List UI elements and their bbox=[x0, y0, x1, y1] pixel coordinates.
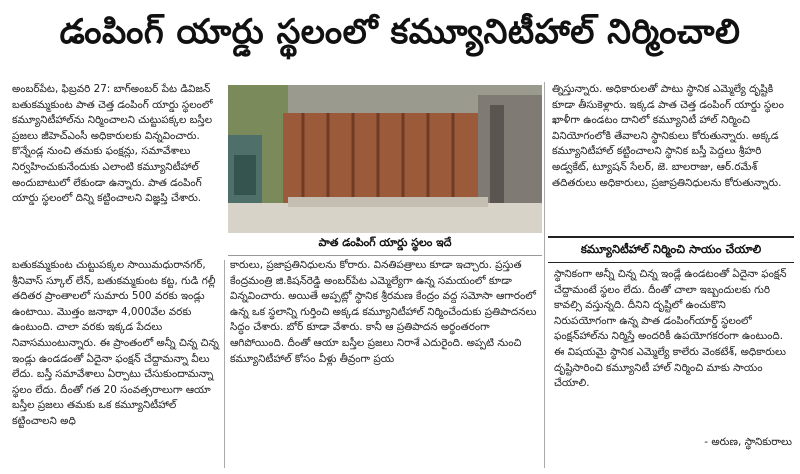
article-column-2 bbox=[230, 258, 540, 470]
quote-sidebar bbox=[548, 236, 794, 468]
article-column-1-top bbox=[12, 82, 220, 254]
sidebar-byline: - అరుణ, స్థానికురాలు bbox=[704, 436, 792, 448]
article-column-1-bottom bbox=[12, 258, 220, 470]
dumping-yard-photo bbox=[228, 85, 542, 233]
column-divider bbox=[544, 82, 545, 468]
article-paragraph: కారులు, ప్రజాప్రతినిధులను కోరారు. వినతిపత్రాలు కూడా ఇచ్చారు. ప్రస్తుత కేంద్రమంత్రి జి.కిషన్‌రెడ్డి అంబర్‌పేట ఎమ్మెల్యేగా ఉన్న సమయంలో కూడా విన్నవించారు. అయితే అప్పట్లో స్థానిక శ్రీరమణ కేంద్రం వద్ద సమోసా ఆగారంలో ఉన్న ఒక స్థలాన్ని గుర్తించి అక్కడ కమ్యూనిటీహాల్ నిర్మించేందుకు ప్రతిపాదనలు సిద్ధం చేశారు. బోర్ కూడా వేశారు. కానీ ఆ ప్రతిపాదన అర్థంతరంగా ఆగిపోయింది. దీంతో ఆయా బస్తీల ప్రజలు నిరాశే ఎదురైంది. అప్పటి నుంచి కమ్యూనిటీహాల్ కోసం వీళ్లు తీవ్రంగా ప్రయ bbox=[230, 259, 537, 365]
article-paragraph: త్నిస్తున్నారు. అధికారులతో పాటు స్థానిక ఎమ్మెల్యే దృష్టికి కూడా తీసుకెళ్లారు. ఇక్కడ పాత చెత్త డంపింగ్ యార్డు స్థలం ఖాళీగా ఉండటం దానిలో కమ్యూనిటీ హాల్ నిర్మించి వినియోగంలోకి తేవాలని స్థానికులు కోరుతున్నారు. అక్కడ కమ్యూనిటీహాల్ కట్టించాలని స్థానిక బస్తీ పెద్దలు శ్రీహరి అడ్వకేట్, ట్యూషన్ సేలర్, జె. బాలరాజు, ఆర్.రమేశ్ తదితరులు అధికారులు, ప్రజాప్రతినిధులను కోరుతున్నారు. bbox=[552, 83, 784, 189]
column-divider bbox=[224, 260, 225, 468]
photo-caption: పాత డంపింగ్ యార్డు స్థలం ఇదే bbox=[228, 233, 542, 256]
sidebar-body: స్థానికంగా అన్నీ చిన్న చిన్న ఇండ్లే ఉండటంతో ఏదైనా ఫంక్షన్ చేద్దామంటే స్థలం లేదు. దీంతో చాలా ఇబ్బందులకు గురి కావల్సి వస్తున్నది. దీనిని దృష్టిలో ఉంచుకొని నిరుపయోగంగా ఉన్న పాత డంపింగ్‌యార్డ్ స్థలంలో ఫంక్షన్‌హాల్‌ను నిర్మిస్తే అందరికీ ఉపయోగకరంగా ఉంటుంది. ఈ విషయమై స్థానిక ఎమ్మెల్యే కాలేరు వెంకటేశ్, అధికారులు దృష్టిసారించి కమ్యూనిటీ హాల్ నిర్మించి మాకు సాయం చేయాలి. bbox=[554, 268, 787, 390]
headline: డంపింగ్ యార్డు స్థలంలో కమ్యూనిటీహాల్ నిర్మించాలి bbox=[59, 12, 741, 52]
article-paragraph: బతుకమ్మకుంట చుట్టుపక్కల సాయిమధురానగర్, శ్రీనివాస్ స్కూల్ లేన్, బతుకమ్మకుంట కట్ట, గుడి గల్లీ తదితర ప్రాంతాలలో సుమారు 500 వరకు ఇండ్లు ఉంటాయి. మొత్తం జనాభా 4,000వేల వరకు ఉంటుంది. చాలా వరకు ఇక్కడ పేదలు నివాసముంటున్నారు. ఈ ప్రాంతంలో అన్నీ చిన్న చిన్న ఇండ్లు ఉండడంతో ఏదైనా ఫంక్షన్ చేద్దామన్నా వీలు లేదు. బస్తీ సమావేశాలు ఏర్పాటు చేసుకుందామన్నా స్థలం లేదు. దీంతో గత 20 సంవత్సరాలుగా ఆయా బస్తీల ప్రజలు తమకు ఒక కమ్యూనిటీహాల్ కట్టించాలని అధి bbox=[12, 259, 219, 427]
article-paragraph: అంబర్‌పేట, ఫిబ్రవరి 27: బాగ్‌అంబర్ పేట డివిజన్ బతుకమ్మకుంట పాత చెత్త డంపింగ్ యార్డు స్థలంలో కమ్యూనిటీహాల్‌ను నిర్మించాలని చుట్టుపక్కల బస్తీల ప్రజలు జీహెచ్ఎంసీ అధికారులకు విన్నవించారు. కొన్నేండ్ల నుంచి తమకు ఫంక్షన్లు, సమావేశాలు నిర్వహించుకునేందుకు ఎలాంటి కమ్యూనిటీహాల్ అందుబాటులో లేకుండా ఉన్నారు. పాత డంపింగ్ యార్డు స్థలంలో దిన్ని కట్టించాలని విజ్ఞప్తి చేశారు. bbox=[12, 83, 213, 205]
article-column-3-top bbox=[552, 82, 792, 232]
sidebar-title: కమ్యూనిటీహాల్ నిర్మించి సాయం చేయాలి bbox=[548, 238, 794, 263]
